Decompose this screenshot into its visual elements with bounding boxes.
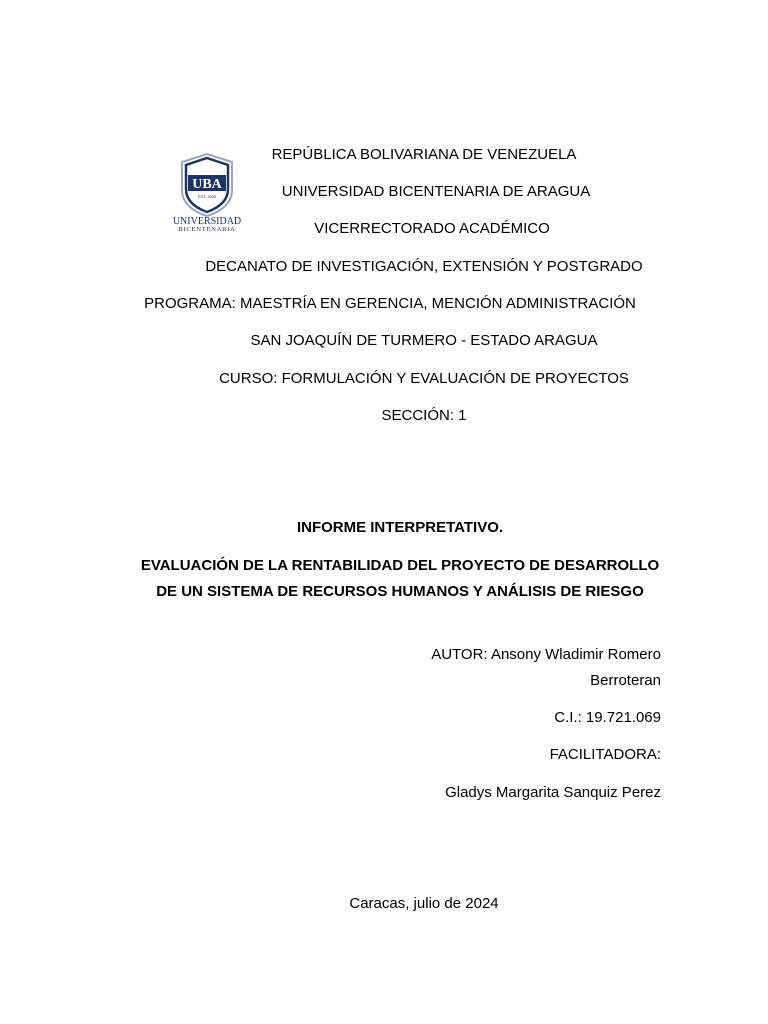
shield-emblem-icon <box>168 152 246 234</box>
author-line2: Berroteran <box>590 672 661 689</box>
logo-est: EST. 2000 <box>197 194 217 199</box>
header-course: CURSO: FORMULACIÓN Y EVALUACIÓN DE PROYECTOS <box>219 370 629 387</box>
place-date: Caracas, julio de 2024 <box>349 895 499 912</box>
logo-name-line2: BICENTENARIA <box>178 226 236 233</box>
logo-initials: UBA <box>192 177 222 192</box>
header-republic: REPÚBLICA BOLIVARIANA DE VENEZUELA <box>271 146 577 163</box>
header-section: SECCIÓN: 1 <box>381 407 467 424</box>
facilitator-name: Gladys Margarita Sanquiz Perez <box>445 784 661 801</box>
report-title-block <box>140 515 660 606</box>
university-logo <box>168 152 246 234</box>
logo-name-line1: UNIVERSIDAD <box>172 216 242 227</box>
report-label: INFORME INTERPRETATIVO. <box>296 519 504 536</box>
header-university: UNIVERSIDAD BICENTENARIA DE ARAGUA <box>281 183 591 200</box>
header-location: SAN JOAQUÍN DE TURMERO - ESTADO ARAGUA <box>250 332 598 349</box>
facilitator-label: FACILITADORA: <box>549 746 661 763</box>
header-program: PROGRAMA: MAESTRÍA EN GERENCIA, MENCIÓN ADMINISTRACIÓN <box>144 295 636 312</box>
header-vice-rectorate: VICERRECTORADO ACADÉMICO <box>314 220 550 237</box>
report-title: EVALUACIÓN DE LA RENTABILIDAD DEL PROYECTO DE DESARROLLO DE UN SISTEMA DE RECURSOS HUMANOS Y ANÁLISIS DE RIESGO <box>140 556 660 600</box>
header-deanship: DECANATO DE INVESTIGACIÓN, EXTENSIÓN Y POSTGRADO <box>205 258 643 275</box>
author-id: C.I.: 19.721.069 <box>554 709 661 726</box>
author-line1: AUTOR: Ansony Wladimir Romero <box>431 646 661 663</box>
